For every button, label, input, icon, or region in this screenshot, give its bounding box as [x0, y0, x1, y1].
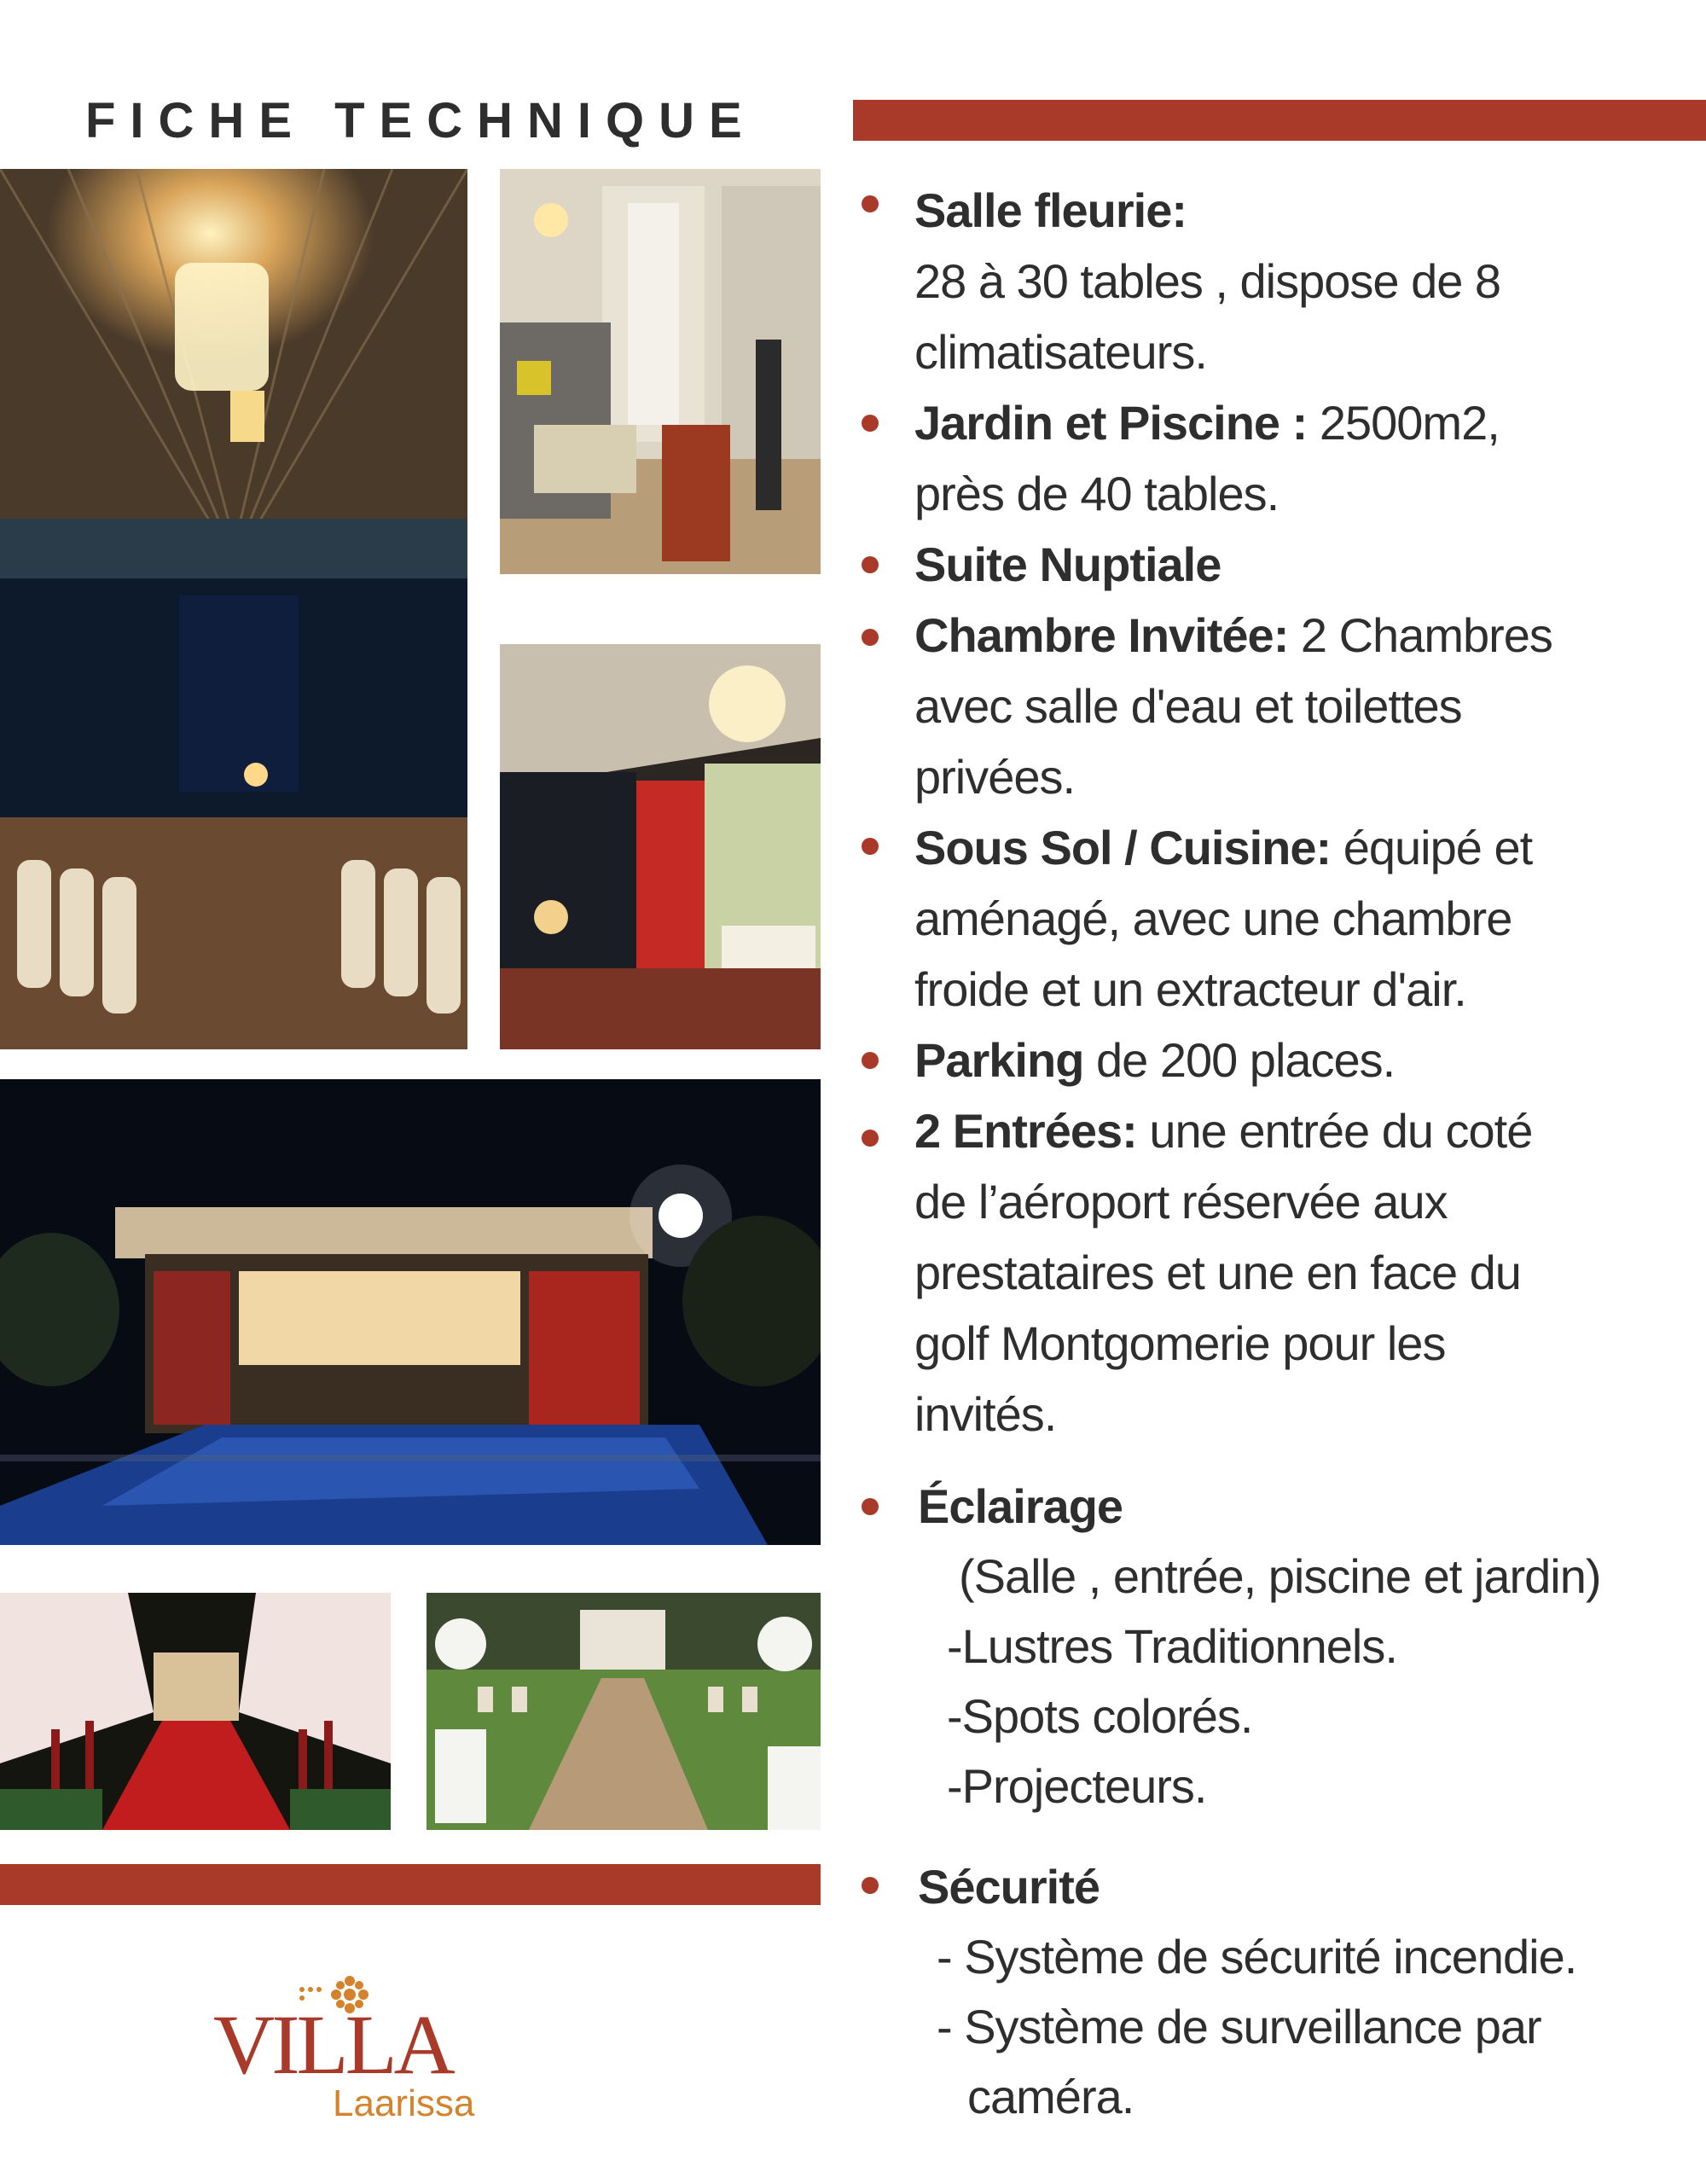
item-text: 2500m2,	[1307, 396, 1500, 450]
photo-salle-fleurie-interior	[0, 169, 467, 1049]
item-line: privées.	[914, 750, 1076, 804]
item-title: Chambre Invitée:	[914, 608, 1289, 662]
header-accent-bar	[853, 100, 1706, 141]
item-text: équipé et	[1331, 821, 1533, 874]
list-item	[853, 600, 1689, 812]
item-text: 2 Chambres	[1288, 608, 1552, 662]
item-line: aménagé, avec une chambre	[914, 892, 1512, 945]
securite-title: Sécurité	[918, 1860, 1100, 1914]
photo-suite-bedroom	[500, 169, 821, 574]
list-item	[853, 529, 1689, 600]
item-title: Salle fleurie:	[914, 183, 1187, 237]
villa-laarissa-logo	[213, 1971, 520, 2124]
logo-main-text: VILLA	[213, 1997, 452, 2092]
photo-red-carpet-entrance	[0, 1593, 391, 1830]
item-text: une entrée du coté	[1136, 1104, 1533, 1158]
securite-line: - Système de sécurité incendie.	[937, 1930, 1577, 1984]
item-line: invités.	[914, 1387, 1057, 1441]
eclairage-section	[853, 1471, 1689, 1821]
eclairage-title: Éclairage	[918, 1479, 1123, 1533]
list-item	[853, 812, 1689, 1025]
item-line: près de 40 tables.	[914, 467, 1280, 520]
footer-accent-bar	[0, 1864, 821, 1905]
item-line: froide et un extracteur d'air.	[914, 962, 1466, 1016]
logo-sub-text: Laarissa	[333, 2082, 475, 2124]
item-line: prestataires et une en face du	[914, 1246, 1521, 1299]
bullet-icon	[862, 1498, 879, 1515]
item-text: de 200 places.	[1083, 1033, 1396, 1087]
bullet-icon	[862, 1130, 879, 1147]
item-title: Sous Sol / Cuisine:	[914, 821, 1332, 874]
features-list	[853, 175, 1689, 1449]
bullet-icon	[862, 415, 879, 432]
securite-line: - Système de surveillance par	[937, 2000, 1541, 2053]
eclairage-line: (Salle , entrée, piscine et jardin)	[959, 1549, 1601, 1603]
item-line: 28 à 30 tables , dispose de 8	[914, 254, 1501, 308]
item-line: de l’aéroport réservée aux	[914, 1175, 1448, 1228]
bullet-icon	[862, 1052, 879, 1069]
eclairage-line: -Spots colorés.	[947, 1689, 1253, 1743]
photo-chandelier-lounge	[500, 644, 821, 1049]
list-item	[853, 175, 1689, 387]
eclairage-line: -Lustres Traditionnels.	[947, 1619, 1397, 1673]
item-line: climatisateurs.	[914, 325, 1207, 379]
bullet-icon	[862, 629, 879, 646]
securite-line: caméra.	[967, 2070, 1134, 2123]
bullet-icon	[862, 556, 879, 573]
item-title: Suite Nuptiale	[914, 537, 1221, 591]
list-item	[853, 387, 1689, 529]
item-title: 2 Entrées:	[914, 1104, 1137, 1158]
bullet-icon	[862, 1877, 879, 1894]
page-title: FICHE TECHNIQUE	[85, 93, 757, 148]
item-title: Parking	[914, 1033, 1084, 1087]
bullet-icon	[862, 195, 879, 212]
item-line: avec salle d'eau et toilettes	[914, 679, 1462, 733]
list-item	[853, 1025, 1689, 1095]
bullet-icon	[862, 838, 879, 855]
item-title: Jardin et Piscine :	[914, 396, 1308, 450]
list-item	[853, 1095, 1689, 1449]
item-line: golf Montgomerie pour les	[914, 1316, 1446, 1370]
eclairage-line: -Projecteurs.	[947, 1759, 1207, 1813]
photo-garden-aisle	[426, 1593, 821, 1830]
photo-pool-night	[0, 1079, 821, 1545]
securite-section	[853, 1851, 1689, 2132]
